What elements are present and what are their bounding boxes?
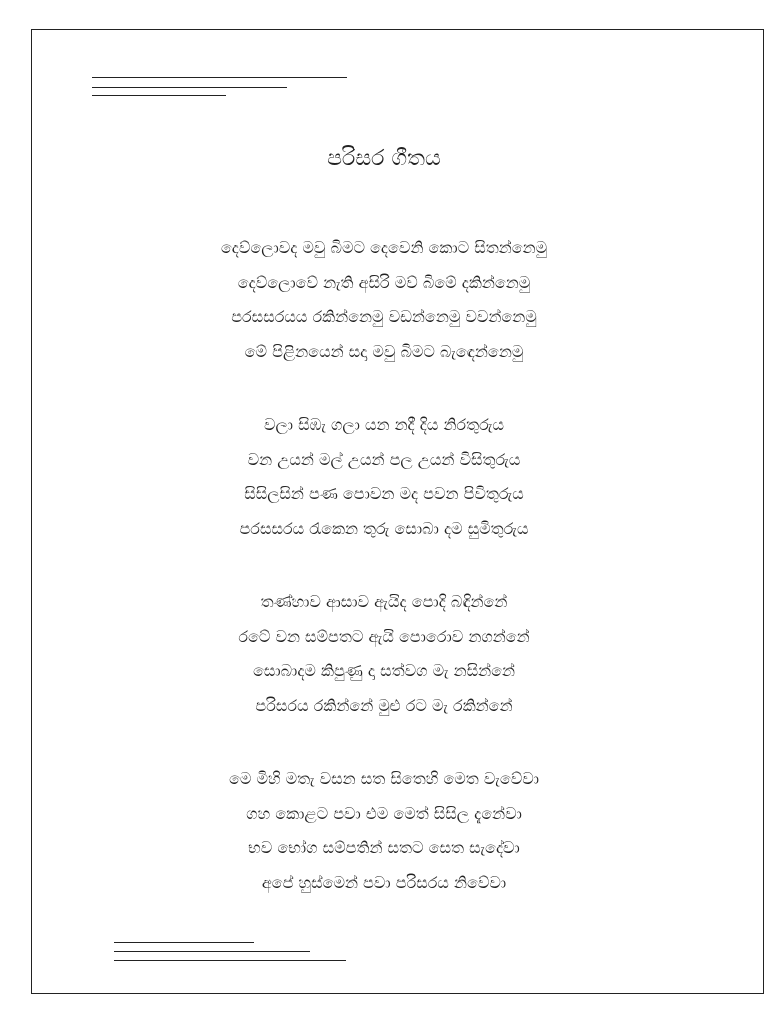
poem-line: පරිසරය රකින්නේ මුළු රට මැ රකින්නේ — [255, 695, 513, 715]
poem-line: අපේ හුස්මෙන් පවා පරිසරය නිවේවා — [261, 872, 507, 892]
poem-line: පරසසරය රැකෙන තුරු සොබා දම සුමිතුරුය — [239, 518, 529, 538]
poem-line: තණ්හාව ආසාව ඇයිද පොදි බඳින්නේ — [260, 592, 508, 611]
stanza-2 — [0, 408, 768, 546]
poem-line: මේ පිළිනයෙන් සදා මවු බිමට බැඳෙන්නෙමු — [244, 341, 524, 361]
poem-line: මෙ මිහි මතැ වසන සත සිතෙහි මෙත වැවේවා — [228, 769, 540, 788]
stanza-3 — [0, 585, 768, 723]
poem-line: සිසිලසින් පණ පොවන මද පවන පිවිතුරුය — [244, 484, 524, 503]
header-rule-1 — [92, 77, 347, 78]
poem-line: වලා සිඹැ ගලා යන නදී දිය නිරතුරුය — [264, 415, 504, 434]
poem-title: පරිසර ගීතය — [327, 146, 441, 171]
poem-line: භව භෝග සම්පතින් සතට සෙත සැදේවා — [248, 838, 520, 857]
footer-rule-3 — [114, 960, 346, 961]
poem-body — [0, 231, 768, 900]
header-rule-2 — [92, 87, 287, 88]
footer-rule-1 — [114, 942, 254, 943]
poem-line: ගහ කොළට පවා එම මෙත් සිසිල දැනේවා — [246, 803, 522, 823]
footer-rule-2 — [114, 951, 310, 952]
stanza-4 — [0, 762, 768, 900]
poem-line: දෙව්ලොවේ නැති අසිරි මව් බිමේ දකින්නෙමු — [237, 272, 531, 292]
poem-line: රටේ වන සම්පතට ඇයි පොරොව නගන්නේ — [238, 626, 530, 646]
poem-line: වන උයන් මල් උයන් පල උයන් විසිතුරුය — [247, 449, 521, 469]
poem-line: දෙව්ලොවද මවු බිමට දෙවෙනි කොට සිතන්නෙමු — [220, 238, 548, 257]
poem-line: පරසසරයය රකින්නෙමු වඩන්නෙමු වවන්නෙමු — [231, 307, 537, 326]
header-rule-3 — [92, 95, 226, 96]
poem-line: සොබාදම කිපුණු දා සත්වග මැ නසින්නේ — [252, 661, 516, 680]
stanza-1 — [0, 231, 768, 369]
